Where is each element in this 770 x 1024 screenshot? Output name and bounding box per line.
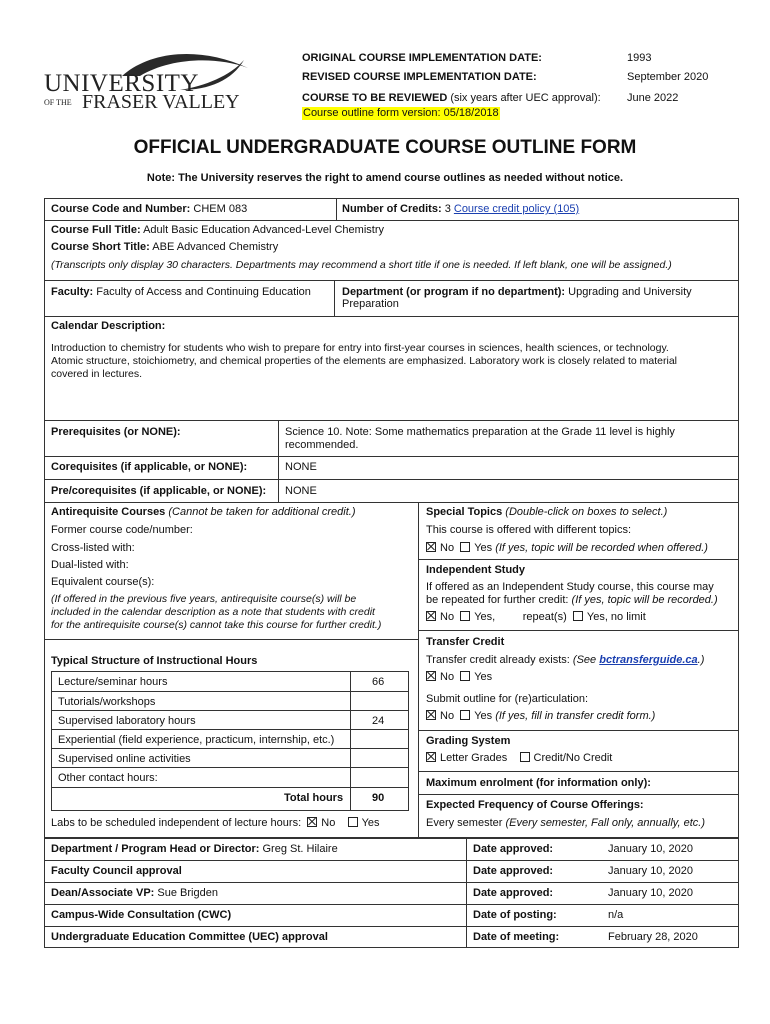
hours-row-label: Supervised online activities bbox=[58, 753, 191, 765]
hours-label: Typical Structure of Instructional Hours bbox=[51, 655, 258, 667]
frequency-value: Every semester (Every semester, Fall only, annually, etc.) bbox=[426, 817, 705, 829]
labs-independent: Labs to be scheduled independent of lecture hours: No Yes bbox=[51, 817, 380, 829]
total-hours-label: Total hours bbox=[284, 792, 344, 804]
logo-line1: UNIVERSITY bbox=[44, 70, 199, 97]
review-label: COURSE TO BE REVIEWED bbox=[302, 92, 448, 104]
rearticulation-yes-checkbox[interactable] bbox=[460, 710, 470, 720]
transfer-submit: Submit outline for (re)articulation: bbox=[426, 693, 589, 705]
course-credits: Number of Credits: 3 Course credit policy (105) bbox=[342, 203, 580, 215]
department: Department (or program if no department): Upgrading and University bbox=[342, 286, 692, 298]
coreq-label: Corequisites (if applicable, or NONE): bbox=[51, 461, 248, 473]
page-note: Note: The University reserves the right to amend course outlines as needed without notice. bbox=[146, 172, 624, 184]
approval-date-label: Date approved: bbox=[473, 843, 554, 855]
approval-date-label: Date of posting: bbox=[473, 909, 557, 921]
logo-line2: FRASER VALLEY bbox=[82, 91, 240, 113]
independent-options: No Yes, repeat(s) Yes, no limit bbox=[426, 611, 646, 624]
prereq-label: Prerequisites (or NONE): bbox=[51, 426, 181, 438]
max-enrolment-label: Maximum enrolment (for information only): bbox=[426, 777, 651, 789]
credit-no-credit-checkbox[interactable] bbox=[520, 752, 530, 762]
department-cont: Preparation bbox=[342, 298, 399, 310]
orig-impl-label: ORIGINAL COURSE IMPLEMENTATION DATE: bbox=[302, 52, 542, 64]
transfer-no-checkbox[interactable] bbox=[426, 671, 436, 681]
letter-grades-checkbox[interactable] bbox=[426, 752, 436, 762]
approval-date-value: n/a bbox=[608, 909, 624, 921]
transfer-exists-options: No Yes bbox=[426, 671, 492, 684]
independent-no-checkbox[interactable] bbox=[426, 611, 436, 621]
special-topics-options: No Yes (If yes, topic will be recorded when offered.) bbox=[426, 542, 708, 555]
labs-no-checkbox[interactable] bbox=[307, 817, 317, 827]
grading-options: Letter Grades Credit/No Credit bbox=[426, 752, 612, 765]
course-short-title: Course Short Title: ABE Advanced Chemistry bbox=[51, 241, 279, 253]
rearticulation-no-checkbox[interactable] bbox=[426, 710, 436, 720]
hours-row-label: Experiential (field experience, practicum, internship, etc.) bbox=[58, 734, 335, 746]
frequency-label: Expected Frequency of Course Offerings: bbox=[426, 799, 644, 811]
calendar-line2: Atomic structure, stoichiometry, and chemical properties of the elements are emphasized. Laboratory work is closely related to material bbox=[51, 355, 677, 367]
hours-row-label: Tutorials/workshops bbox=[58, 696, 156, 708]
logo-of-the: OF THE bbox=[44, 98, 72, 107]
former-code: Former course code/number: bbox=[51, 524, 193, 536]
prereq-value1: Science 10. Note: Some mathematics preparation at the Grade 11 level is highly bbox=[285, 426, 675, 438]
calendar-line1: Introduction to chemistry for students who wish to prepare for entry into first-year courses in sciences, health sciences, or technology. bbox=[51, 342, 669, 354]
special-no-checkbox[interactable] bbox=[426, 542, 436, 552]
antireq-note3: for the antirequisite course(s) cannot take this course for further credit.) bbox=[51, 619, 382, 631]
transfer-heading: Transfer Credit bbox=[426, 636, 505, 648]
approval-label: Undergraduate Education Committee (UEC) approval bbox=[51, 931, 328, 943]
course-code-value: CHEM 083 bbox=[193, 203, 248, 215]
transfer-submit-options: No Yes (If yes, fill in transfer credit form.) bbox=[426, 710, 655, 723]
independent-nolimit-checkbox[interactable] bbox=[573, 611, 583, 621]
approval-label: Department / Program Head or Director: Greg St. Hilaire bbox=[51, 843, 338, 855]
cross-listed: Cross-listed with: bbox=[51, 542, 135, 554]
prereq-value2: recommended. bbox=[285, 439, 359, 451]
review-line bbox=[302, 92, 601, 105]
dual-listed: Dual-listed with: bbox=[51, 559, 129, 571]
approval-label: Dean/Associate VP: Sue Brigden bbox=[51, 887, 218, 899]
approval-date-label: Date approved: bbox=[473, 865, 554, 877]
special-yes-checkbox[interactable] bbox=[460, 542, 470, 552]
approval-date-label: Date of meeting: bbox=[473, 931, 560, 943]
independent-line2: be repeated for further credit: (If yes, topic will be recorded.) bbox=[426, 594, 718, 606]
course-code: Course Code and Number: CHEM 083 bbox=[51, 203, 248, 215]
independent-heading: Independent Study bbox=[426, 564, 525, 576]
grading-heading: Grading System bbox=[426, 735, 511, 747]
orig-impl-value: 1993 bbox=[627, 52, 652, 64]
approval-date-value: January 10, 2020 bbox=[608, 865, 694, 877]
approval-date-label: Date approved: bbox=[473, 887, 554, 899]
review-suffix: (six years after UEC approval): bbox=[447, 92, 601, 104]
approval-date-value: January 10, 2020 bbox=[608, 843, 694, 855]
hours-row-label: Supervised laboratory hours bbox=[58, 715, 196, 727]
antireq-heading: Antirequisite Courses (Cannot be taken for additional credit.) bbox=[51, 506, 356, 518]
total-hours-value: 90 bbox=[372, 792, 385, 804]
calendar-label: Calendar Description: bbox=[51, 320, 166, 332]
page-title: OFFICIAL UNDERGRADUATE COURSE OUTLINE FORM bbox=[133, 137, 637, 158]
hours-row-label: Other contact hours: bbox=[58, 772, 158, 784]
transcript-note: (Transcripts only display 30 characters. Departments may recommend a short title if one is needed. If left blank, one will be assigned.) bbox=[51, 259, 672, 271]
approval-date-value: February 28, 2020 bbox=[608, 931, 698, 943]
special-topics-line: This course is offered with different topics: bbox=[426, 524, 632, 536]
independent-line1: If offered as an Independent Study course, this course may bbox=[426, 581, 714, 593]
bctransferguide-link[interactable]: bctransferguide.ca bbox=[599, 654, 698, 666]
antireq-note2: included in the calendar description as a note that students with credit bbox=[51, 606, 375, 618]
calendar-line3: covered in lectures. bbox=[51, 368, 143, 380]
special-topics-heading: Special Topics (Double-click on boxes to select.) bbox=[426, 506, 668, 518]
hours-row-value: 66 bbox=[372, 676, 385, 688]
labs-yes-checkbox[interactable] bbox=[348, 817, 358, 827]
precoreq-value: NONE bbox=[285, 485, 317, 497]
coreq-value: NONE bbox=[285, 461, 317, 473]
revised-impl-label: REVISED COURSE IMPLEMENTATION DATE: bbox=[302, 71, 537, 83]
approval-label: Campus-Wide Consultation (CWC) bbox=[51, 909, 232, 921]
credit-policy-link[interactable]: Course credit policy (105) bbox=[453, 203, 580, 215]
transfer-yes-checkbox[interactable] bbox=[460, 671, 470, 681]
revised-impl-value: September 2020 bbox=[627, 71, 709, 83]
hours-row-value: 24 bbox=[372, 715, 385, 727]
course-full-title: Course Full Title: Adult Basic Education Advanced-Level Chemistry bbox=[51, 224, 384, 236]
approval-label: Faculty Council approval bbox=[51, 865, 182, 877]
independent-yes-checkbox[interactable] bbox=[460, 611, 470, 621]
hours-row-label: Lecture/seminar hours bbox=[58, 676, 168, 688]
review-value: June 2022 bbox=[627, 92, 679, 104]
equivalent-courses: Equivalent course(s): bbox=[51, 576, 155, 588]
precoreq-label: Pre/corequisites (if applicable, or NONE): bbox=[51, 485, 267, 497]
transfer-exists: Transfer credit already exists: (See bctransferguide.ca.) bbox=[426, 654, 705, 666]
faculty: Faculty: Faculty of Access and Continuing Education bbox=[51, 286, 311, 298]
approval-date-value: January 10, 2020 bbox=[608, 887, 694, 899]
form-version: Course outline form version: 05/18/2018 bbox=[303, 107, 499, 119]
antireq-note1: (If offered in the previous five years, antirequisite course(s) will be bbox=[51, 593, 357, 605]
